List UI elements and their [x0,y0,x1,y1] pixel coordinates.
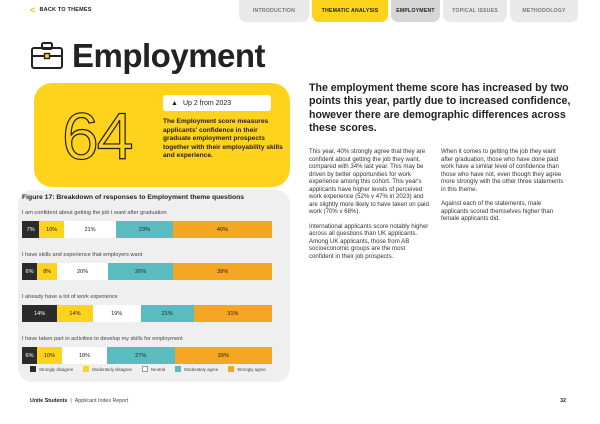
title-row [30,38,265,74]
bar-segment-moderately-disagree: 10% [39,221,64,238]
stacked-bar [22,305,272,322]
footer-report-name: Applicant Index Report [74,398,129,404]
stacked-bar [22,221,272,238]
section-tabs [239,0,578,22]
legend-label: Strongly agree [237,366,266,372]
legend-label: Strongly disagree [39,366,74,372]
chevron-left-icon: < [30,5,36,15]
footer-separator: | [70,398,72,404]
legend-swatch [175,366,181,372]
triangle-up-icon: ▲ [171,99,178,107]
bar-segment-neutral: 20% [57,263,108,280]
bar-segment-strongly-disagree: 14% [22,305,57,322]
tab-topical-issues[interactable]: TOPICAL ISSUES [443,0,507,22]
tab-employment[interactable]: EMPLOYMENT [391,0,440,22]
bar-segment-strongly-agree: 40% [173,221,272,238]
footer [30,398,128,404]
legend-item [142,366,165,372]
back-to-themes-link[interactable] [30,7,92,13]
bar-segment-moderately-disagree: 8% [37,263,57,280]
question-label: I already have a lot of work experience [22,294,118,300]
bar-segment-neutral: 21% [64,221,116,238]
bar-segment-moderately-disagree: 14% [57,305,92,322]
bar-segment-moderately-agree: 26% [108,263,174,280]
bar-segment-moderately-agree: 27% [107,347,175,364]
bar-segment-strongly-agree: 39% [173,263,271,280]
body-column-1 [309,148,431,267]
bar-segment-moderately-disagree: 10% [37,347,62,364]
tab-introduction[interactable]: INTRODUCTION [239,0,309,22]
page-title: Employment [72,37,266,74]
bar-segment-strongly-agree: 39% [175,347,273,364]
legend-item [83,366,132,372]
question-label: I am confident about getting the job I want after graduation [22,210,167,216]
tab-methodology[interactable]: METHODOLOGY [510,0,578,22]
body-column-2 [441,148,569,230]
chart-legend [30,366,266,372]
legend-label: Moderately disagree [92,366,132,372]
body-paragraph: This year, 40% strongly agree that they are confident about getting the job they want, compared with 34% last year. This may be driven by better opportunities for work experience among this cohort. This year's applicants have higher levels of perceived work experience (52% v 47% in 2023) and are slightly more likely to have taken on paid work (70% v 68%). [309,148,429,215]
score-change-text: Up 2 from 2023 [182,99,232,107]
question-label: I have skills and experience that employers want [22,252,143,258]
legend-swatch [142,366,148,372]
score-description: The Employment score measures applicants' confidence in their graduate employment prospects together with their employability skills and experience. [163,118,283,160]
back-label: BACK TO THEMES [39,7,92,13]
score-value: 64 [62,99,132,173]
question-label: I have taken part in activities to develop my skills for employment [22,336,183,342]
lead-paragraph: The employment theme score has increased by two points this year, partly due to increased confidence, however there are demographic differences across these scores. [309,82,571,135]
legend-label: Moderately agree [184,366,219,372]
bar-segment-neutral: 18% [62,347,107,364]
legend-swatch [228,366,234,372]
stacked-bar [22,347,272,364]
score-panel [34,83,290,187]
stacked-bar [22,263,272,280]
footer-brand: Unite Students [30,398,68,404]
bar-segment-moderately-agree: 23% [116,221,173,238]
briefcase-icon [30,41,64,71]
legend-swatch [30,366,36,372]
score-change-badge [163,95,271,111]
bar-segment-strongly-disagree: 7% [22,221,39,238]
bar-segment-strongly-disagree: 6% [22,263,37,280]
bar-segment-strongly-agree: 31% [194,305,272,322]
stacked-bar-chart [22,190,290,366]
bar-segment-moderately-agree: 21% [141,305,194,322]
legend-label: Neutral [150,366,166,372]
page-number: 32 [560,398,566,404]
body-paragraph: When it comes to getting the job they want after graduation, those who have done paid work have a similar level of confidence than those who have not, even though they agree more strongly with the other three statements in this theme. [441,148,564,193]
body-paragraph: International applicants score notably higher across all questions than UK applicants. Among UK applicants, those from AB socioeconomic groups are the most confident in their job prospects. [309,222,429,260]
bar-segment-neutral: 19% [93,305,141,322]
legend-item [30,366,73,372]
legend-item [175,366,218,372]
legend-swatch [83,366,89,372]
top-navigation [0,0,600,24]
figure-title: Figure 17: Breakdown of responses to Employment theme questions [22,194,245,201]
tab-thematic-analysis[interactable]: THEMATIC ANALYSIS [312,0,388,22]
body-paragraph: Against each of the statements, male applicants scored themselves higher than female applicants did. [441,200,554,222]
legend-item [228,366,266,372]
bar-segment-strongly-disagree: 6% [22,347,37,364]
